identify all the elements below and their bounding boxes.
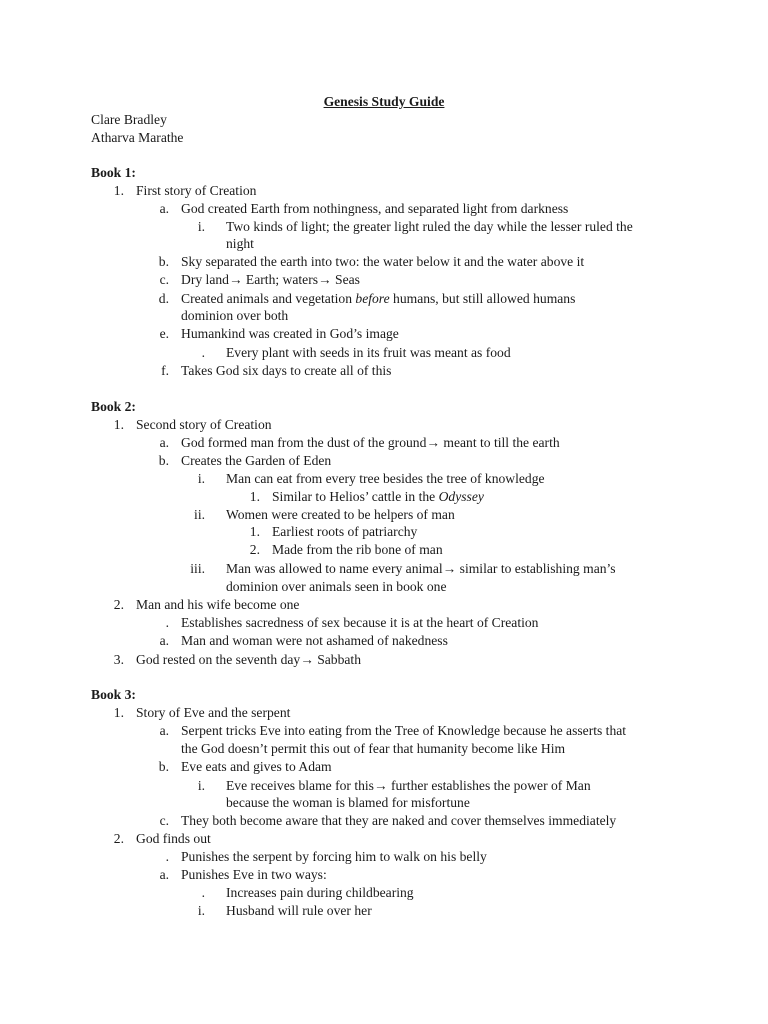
list-marker: f.	[161, 363, 169, 378]
list-marker: 1.	[249, 524, 260, 539]
list-item: Second story of Creation	[136, 417, 272, 432]
list-item: Women were created to be helpers of man	[226, 507, 455, 522]
list-item: Dry land→ Earth; waters→ Seas	[181, 272, 360, 287]
list-marker: i.	[197, 471, 205, 486]
list-marker: b.	[158, 453, 169, 468]
list-marker: 1.	[249, 489, 260, 504]
list-item: They both become aware that they are naked and cover themselves immediately	[181, 813, 617, 828]
list-item: Takes God six days to create all of this	[181, 363, 392, 378]
list-item: Man was allowed to name every animal→ similar to establishing man’s	[226, 561, 616, 576]
list-item: Punishes the serpent by forcing him to walk on his belly	[181, 849, 487, 864]
list-marker: i.	[197, 778, 205, 793]
list-item-continuation: dominion over animals seen in book one	[226, 579, 447, 594]
list-item: Man and his wife become one	[136, 597, 300, 612]
list-item: Establishes sacredness of sex because it is at the heart of Creation	[181, 615, 539, 630]
list-item: Earliest roots of patriarchy	[272, 524, 418, 539]
page-title: Genesis Study Guide	[323, 94, 445, 109]
list-marker: c.	[159, 272, 169, 287]
list-marker: i.	[197, 219, 205, 234]
list-marker: a.	[159, 633, 169, 648]
list-item: Husband will rule over her	[226, 903, 372, 918]
author-name: Clare Bradley	[91, 112, 167, 127]
list-item: Every plant with seeds in its fruit was meant as food	[226, 345, 511, 360]
list-marker: c.	[159, 813, 169, 828]
list-item: God formed man from the dust of the ground→ meant to till the earth	[181, 435, 560, 450]
list-marker: a.	[159, 723, 169, 738]
list-item-continuation: night	[226, 236, 254, 251]
list-item: Sky separated the earth into two: the water below it and the water above it	[181, 254, 585, 269]
list-marker: 1.	[113, 417, 124, 432]
list-item: Story of Eve and the serpent	[136, 705, 291, 720]
list-item: Created animals and vegetation before humans, but still allowed humans	[181, 291, 576, 306]
list-marker: 2.	[249, 542, 260, 557]
list-item: Similar to Helios’ cattle in the Odyssey	[272, 489, 484, 504]
author-name: Atharva Marathe	[91, 130, 184, 145]
list-item: Two kinds of light; the greater light ruled the day while the lesser ruled the	[226, 219, 633, 234]
list-item: Serpent tricks Eve into eating from the Tree of Knowledge because he asserts that	[181, 723, 627, 738]
list-item: Punishes Eve in two ways:	[181, 867, 327, 882]
list-item: Humankind was created in God’s image	[181, 326, 399, 341]
list-item: Eve eats and gives to Adam	[181, 759, 332, 774]
list-marker: e.	[159, 326, 169, 341]
list-item: First story of Creation	[136, 183, 257, 198]
list-marker: .	[165, 849, 169, 864]
list-marker: a.	[159, 867, 169, 882]
book-heading: Book 1:	[91, 165, 136, 180]
list-item: Increases pain during childbearing	[226, 885, 414, 900]
list-item: God created Earth from nothingness, and separated light from darkness	[181, 201, 569, 216]
list-item: Made from the rib bone of man	[272, 542, 443, 557]
list-marker: ii.	[194, 507, 205, 522]
list-marker: b.	[158, 759, 169, 774]
list-marker: .	[201, 885, 205, 900]
list-item-continuation: because the woman is blamed for misfortune	[226, 795, 470, 810]
list-marker: .	[201, 345, 205, 360]
list-marker: i.	[197, 903, 205, 918]
list-marker: b.	[158, 254, 169, 269]
book-heading: Book 2:	[91, 399, 136, 414]
list-item: Creates the Garden of Eden	[181, 453, 332, 468]
list-marker: iii.	[190, 561, 205, 576]
list-item-continuation: the God doesn’t permit this out of fear that humanity become like Him	[181, 741, 566, 756]
list-marker: d.	[158, 291, 169, 306]
list-item-continuation: dominion over both	[181, 308, 289, 323]
list-marker: 1.	[113, 705, 124, 720]
list-marker: 2.	[113, 597, 124, 612]
list-item: Man and woman were not ashamed of nakedness	[181, 633, 448, 648]
list-marker: a.	[159, 435, 169, 450]
list-marker: 1.	[113, 183, 124, 198]
book-heading: Book 3:	[91, 687, 136, 702]
list-marker: .	[165, 615, 169, 630]
list-marker: a.	[159, 201, 169, 216]
list-item: Eve receives blame for this→ further establishes the power of Man	[226, 778, 591, 793]
list-item: Man can eat from every tree besides the tree of knowledge	[226, 471, 545, 486]
list-item: God finds out	[136, 831, 211, 846]
list-marker: 3.	[113, 652, 124, 667]
list-item: God rested on the seventh day→ Sabbath	[136, 652, 362, 667]
list-marker: 2.	[113, 831, 124, 846]
